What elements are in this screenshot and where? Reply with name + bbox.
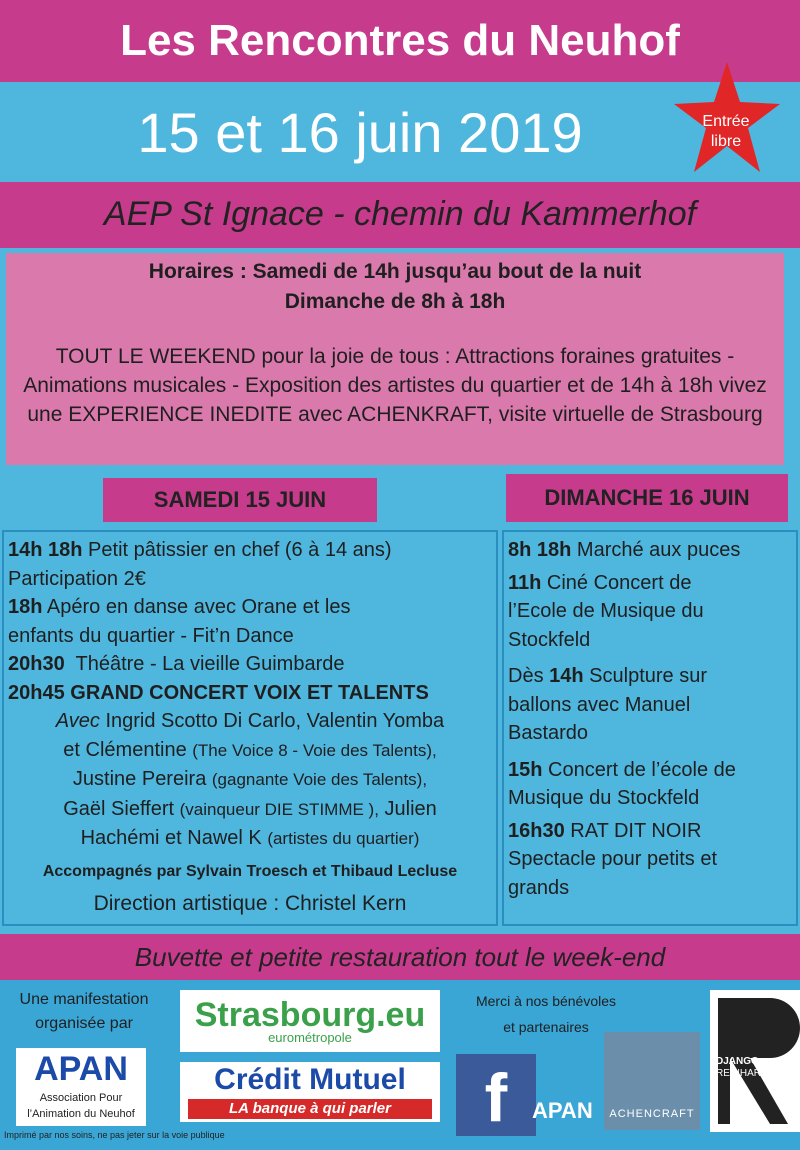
buvette-text: Buvette et petite restauration tout le week-end — [134, 942, 666, 972]
django-logo-line-2: REINHARDT — [716, 1068, 775, 1079]
saturday-concert-artists: Avec Ingrid Scotto Di Carlo, Valentin Yomba et Clémentine (The Voice 8 - Voie des Talents), Justine Pereira (gagnante Voie des Talents), Gaël Sieffert (vainqueur DIE STIMME ), Julien Hachémi et Nawel K (artistes du quartier) — [55, 710, 445, 849]
sunday-events: 8h 18h Marché aux puces 11h Ciné Concert de l’Ecole de Musique du Stockfeld Dès 14h Sculpture sur ballons avec Manuel Bastardo 15h Concert de l’école de Musique du Stockfeld 16h30 RAT DIT NOIR Spectacle pour petits et grands — [508, 539, 741, 899]
venue: AEP St Ignace - chemin du Kammerhof — [103, 195, 697, 233]
strasbourg-logo-name: Strasbourg.eu — [194, 996, 426, 1034]
facebook-apan-label: APAN — [532, 1098, 593, 1123]
saturday-event-1: 14h 18h Petit pâtissier en chef (6 à 14 ans) Participation 2€ 18h Apéro en danse avec Orane et les enfants du quartier - Fit’n Dance 20h30 Théâtre - La vieille Guimbarde 20h45 GRAND CONCERT VOIX ET TALENTS — [8, 539, 429, 704]
django-logo-line-1: DJANGO — [716, 1056, 759, 1067]
apan-logo-subtitle: Association Pour l’Animation du Neuhof — [27, 1092, 135, 1120]
credit-mutuel-slogan: LA banque à qui parler — [188, 1099, 432, 1119]
thanks-text: Merci à nos bénévoles et partenaires — [475, 993, 617, 1035]
hours-line-1: Horaires : Samedi de 14h jusqu’au bout de la nuit — [148, 260, 642, 283]
weekend-text: TOUT LE WEEKEND pour la joie de tous : Attractions foraines gratuites - Animations musicales - Exposition des artistes du quartier et de 14h à 18h vivez une EXPERIENCE INEDITE avec ACHENKRAFT, visite virtuelle de Strasbourg — [23, 345, 767, 426]
print-note: Imprimé par nos soins, ne pas jeter sur la voie publique — [4, 1130, 225, 1140]
sunday-label: DIMANCHE 16 JUIN — [506, 474, 788, 522]
saturday-direction: Direction artistique : Christel Kern — [93, 892, 407, 915]
event-title: Les Rencontres du Neuhof — [120, 16, 680, 65]
facebook-icon: f — [456, 1054, 536, 1136]
organizer-text: Une manifestation organisée par — [19, 991, 149, 1032]
strasbourg-logo-subtitle: eurométropole — [268, 1030, 352, 1045]
entry-badge: Entrée libre — [702, 113, 750, 150]
hours-line-2: Dimanche de 8h à 18h — [284, 290, 506, 313]
saturday-label: SAMEDI 15 JUIN — [103, 478, 377, 522]
achenkraft-logo-name: ACHENCRAFT — [609, 1108, 695, 1120]
credit-mutuel-logo-name: Crédit Mutuel — [214, 1063, 406, 1096]
saturday-accompaniment: Accompagnés par Sylvain Troesch et Thibaud Lecluse — [42, 863, 458, 880]
event-date: 15 et 16 juin 2019 — [137, 101, 583, 164]
apan-logo-name: APAN — [34, 1050, 128, 1088]
